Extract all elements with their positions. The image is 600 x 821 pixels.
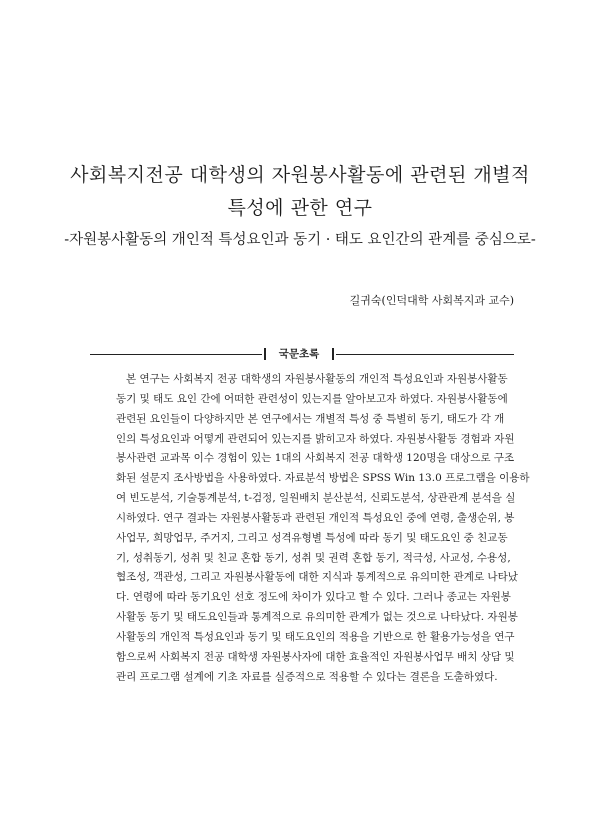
author-affiliation: 길귀숙(인덕대학 사회복지과 교수) bbox=[349, 294, 514, 307]
abstract-line: 본 연구는 사회복지 전공 대학생의 자원봉사활동의 개인적 특성요인과 자원봉사활동 bbox=[126, 373, 508, 385]
abstract-line: 사활동 동기 및 태도요인들과 통계적으로 유의미한 관계가 없는 것으로 나타났다. 자원봉 bbox=[116, 611, 518, 624]
abstract-heading: 국문초록 bbox=[264, 346, 334, 362]
abstract-line: 여 빈도분석, 기술통계분석, t-검정, 일원배치 분산분석, 신뢰도분석, 상관관계 분석을 실 bbox=[116, 492, 516, 505]
abstract-line: 함으로써 사회복지 전공 대학생 자원봉사자에 대한 효율적인 자원봉사업무 배치 상담 및 bbox=[116, 650, 515, 663]
abstract-line: 관련된 요인들이 다양하지만 본 연구에서는 개별적 특성 중 특별히 동기, 태도가 각 개 bbox=[116, 412, 505, 425]
abstract-line: 화된 설문지 조사방법을 사용하였다. 자료분석 방법은 SPSS Win 13.0 프로그램을 이용하 bbox=[116, 472, 530, 485]
abstract-line: 동기 및 태도 요인 간에 어떠한 관련성이 있는지를 알아보고자 하였다. 자원봉사활동에 bbox=[116, 392, 508, 405]
abstract-line: 기, 성취동기, 성취 및 친교 혼합 동기, 성취 및 권력 혼합 동기, 적극성, 사교성, 수용성, bbox=[116, 551, 511, 564]
abstract-line: 인의 특성요인과 어떻게 관련되어 있는지를 밝히고자 하였다. 자원봉사활동 경험과 자원 bbox=[116, 432, 515, 445]
abstract-line: 다. 연령에 따라 동기요인 선호 정도에 차이가 있다고 할 수 있다. 그러나 종교는 자원봉 bbox=[116, 591, 511, 604]
abstract-line: 사업무, 희망업무, 주거지, 그리고 성격유형별 특성에 따라 동기 및 태도요인 중 친교동 bbox=[116, 531, 508, 544]
abstract-line: 관리 프로그램 설계에 기초 자료를 실증적으로 적용할 수 있다는 결론을 도출하였다. bbox=[116, 670, 498, 683]
title-line-2: 특성에 관한 연구 bbox=[227, 197, 373, 219]
abstract-rule-left bbox=[90, 354, 262, 355]
abstract-body bbox=[116, 370, 530, 688]
abstract-line: 시하였다. 연구 결과는 자원봉사활동과 관련된 개인적 특성요인 중에 연령, 출생순위, 봉 bbox=[116, 511, 515, 524]
subtitle: -자원봉사활동의 개인적 특성요인과 동기 · 태도 요인간의 관계를 중심으로- bbox=[64, 232, 536, 248]
abstract-rule-right bbox=[336, 354, 514, 355]
abstract-line: 협조성, 객관성, 그리고 자원봉사활동에 대한 지식과 통계적으로 유의미한 관계로 나타났 bbox=[116, 571, 518, 584]
abstract-line: 사활동의 개인적 특성요인과 동기 및 태도요인의 적용을 기반으로 한 활용가능성을 연구 bbox=[116, 630, 515, 643]
title-line-1: 사회복지전공 대학생의 자원봉사활동에 관련된 개별적 bbox=[70, 164, 530, 186]
abstract-line: 봉사관련 교과목 이수 경험이 있는 1대의 사회복지 전공 대학생 120명을 대상으로 구조 bbox=[116, 452, 515, 465]
